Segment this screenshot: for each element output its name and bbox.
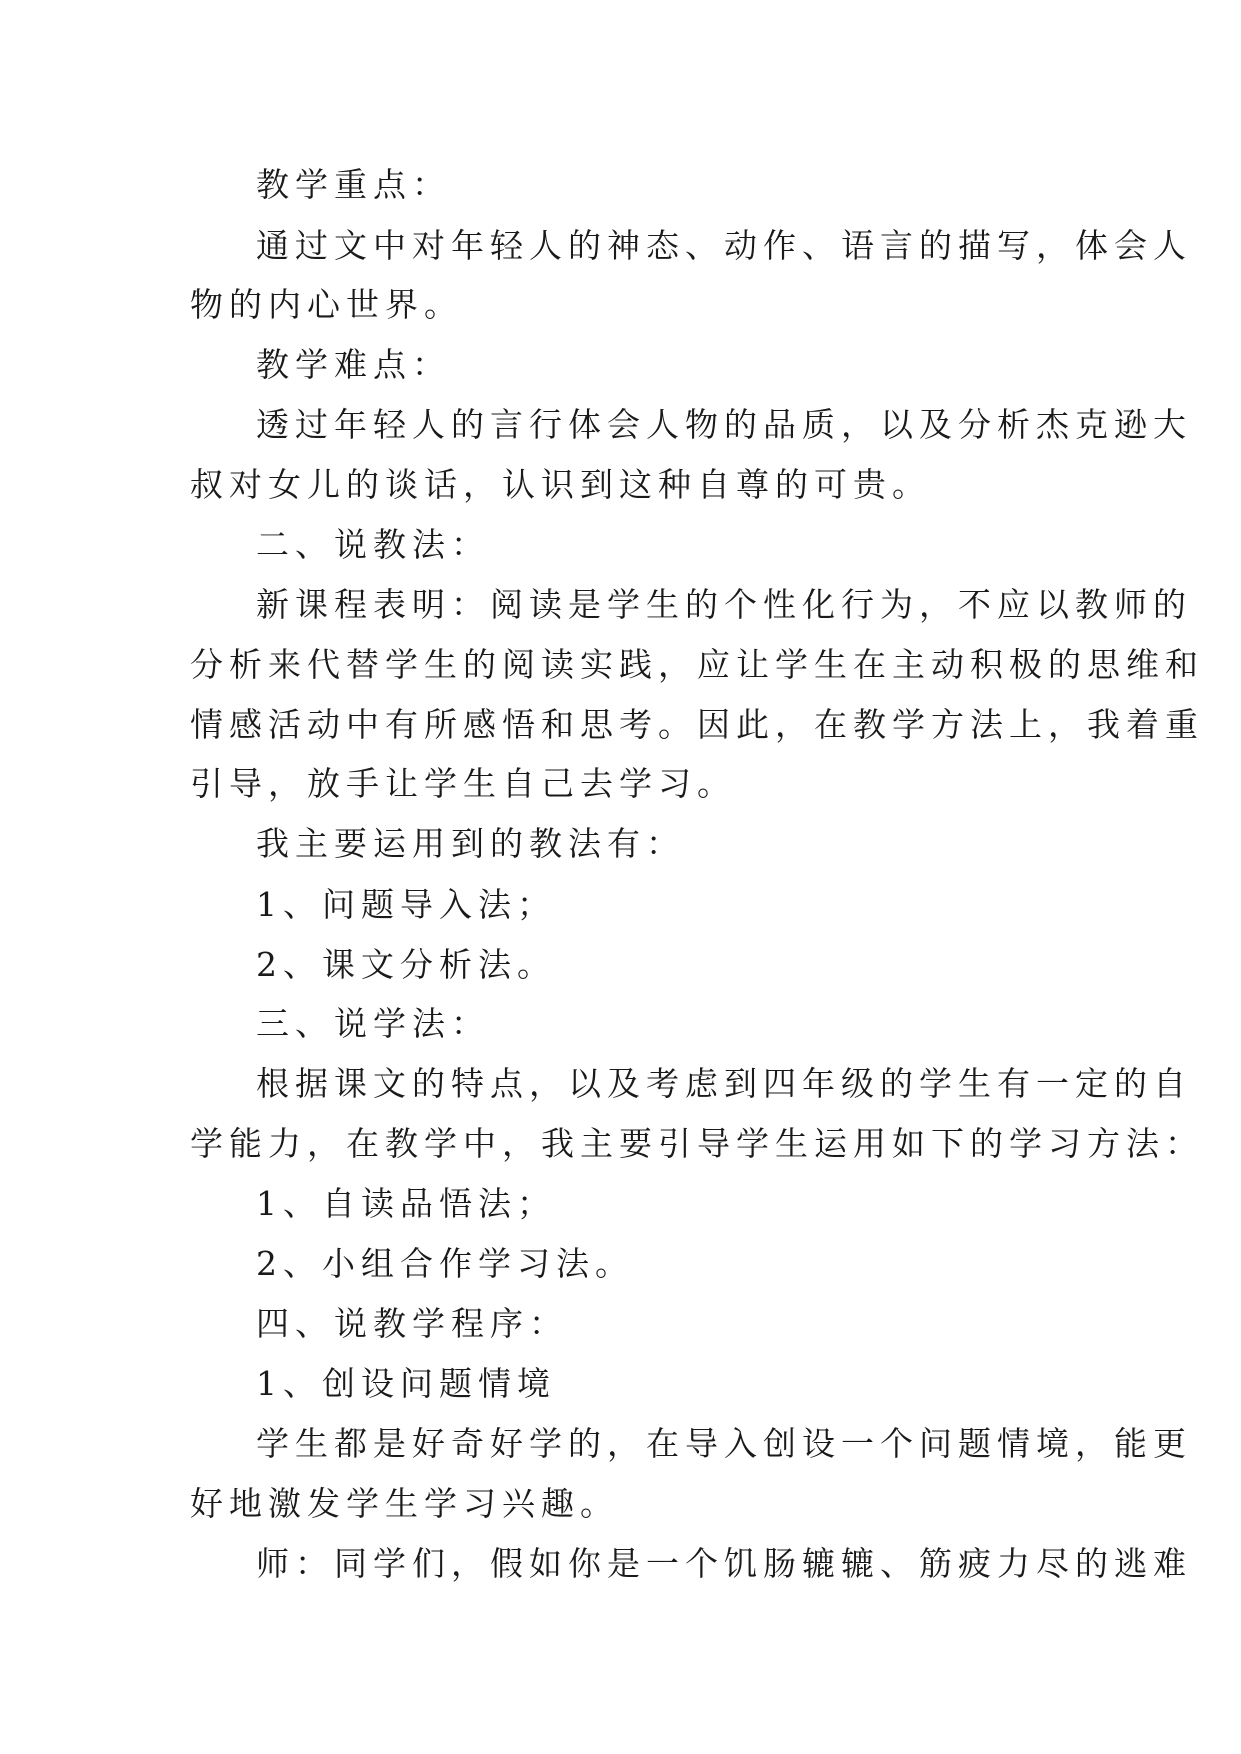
paragraph-line: 透过年轻人的言行体会人物的品质，以及分析杰克逊大 [256,405,1192,444]
paragraph-line: 新课程表明：阅读是学生的个性化行为，不应以教师的 [256,585,1192,624]
paragraph-line: 师：同学们，假如你是一个饥肠辘辘、筋疲力尽的逃难 [256,1544,1192,1583]
list-item: 2、课文分析法。 [256,945,556,984]
paragraph-line: 好地激发学生学习兴趣。 [190,1484,619,1523]
list-item: 2、小组合作学习法。 [256,1244,634,1283]
section-heading-teaching-procedure: 四、说教学程序： [256,1304,568,1343]
paragraph-line: 根据课文的特点，以及考虑到四年级的学生有一定的自 [256,1064,1192,1103]
paragraph-line: 通过文中对年轻人的神态、动作、语言的描写，体会人 [256,226,1192,265]
paragraph-line: 引导，放手让学生自己去学习。 [190,764,736,803]
section-heading-teaching-methods: 二、说教法： [256,525,490,564]
paragraph-line: 叔对女儿的谈话，认识到这种自尊的可贵。 [190,465,931,504]
heading-teaching-focus: 教学重点： [256,165,451,204]
list-item: 1、创设问题情境 [256,1364,556,1403]
paragraph-line: 情感活动中有所感悟和思考。因此，在教学方法上，我着重 [190,705,1204,744]
paragraph-line: 学能力，在教学中，我主要引导学生运用如下的学习方法： [190,1124,1204,1163]
section-heading-learning-methods: 三、说学法： [256,1004,490,1043]
list-item: 1、问题导入法； [256,885,556,924]
paragraph-line: 分析来代替学生的阅读实践，应让学生在主动积极的思维和 [190,645,1204,684]
paragraph-line: 我主要运用到的教法有： [256,824,685,863]
paragraph-line: 物的内心世界。 [190,285,463,324]
heading-teaching-difficulty: 教学难点： [256,345,451,384]
list-item: 1、自读品悟法； [256,1184,556,1223]
paragraph-line: 学生都是好奇好学的，在导入创设一个问题情境，能更 [256,1424,1192,1463]
